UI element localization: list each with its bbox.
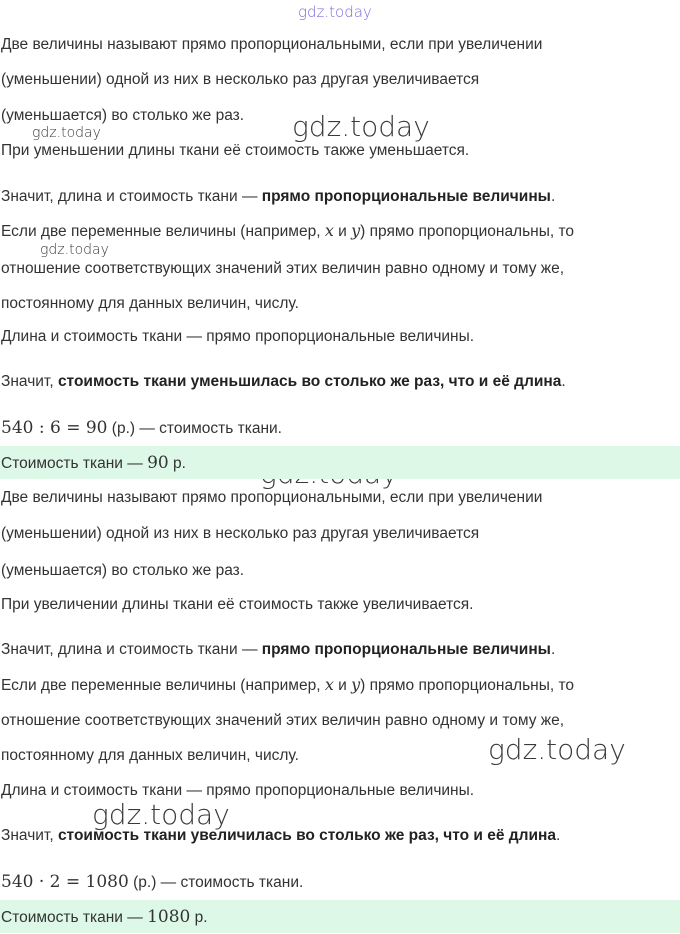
answer-text: Стоимость ткани — 1080 р. [1,907,208,927]
watermark: gdz.today [292,110,430,143]
paragraph-rule: отношение соответствующих значений этих величин равно одному и тому же, [1,712,565,729]
paragraph-conclusion: Значит, стоимость ткани увеличилась во столько же раз, что и её длина. [1,827,561,844]
paragraph-observation: При уменьшении длины ткани её стоимость также уменьшается. [1,142,470,159]
paragraph-rule: Если две переменные величины (например, x и y) прямо пропорциональны, то [1,221,575,240]
paragraph-rule: отношение соответствующих значений этих величин равно одному и тому же, [1,260,565,277]
watermark: gdz.today [92,798,230,831]
paragraph-definition: (уменьшении) одной из них в несколько раз другая увеличивается [1,525,480,542]
paragraph-rule: постоянному для данных величин, числу. [1,295,299,312]
answer-box [0,446,680,479]
watermark: gdz.today [32,125,101,141]
watermark: gdz.today [298,3,372,21]
paragraph-statement: Длина и стоимость ткани — прямо пропорциональные величины. [1,328,475,345]
paragraph-rule: постоянному для данных величин, числу. [1,747,299,764]
paragraph-conclusion: Значит, длина и стоимость ткани — прямо пропорциональные величины. [1,188,556,205]
watermark: gdz.today [40,242,109,258]
paragraph-definition: Две величины называют прямо пропорциональными, если при увеличении [1,489,543,506]
paragraph-definition: (уменьшении) одной из них в несколько раз другая увеличивается [1,71,480,88]
calculation: 540 · 2 = 1080 (р.) — стоимость ткани. [1,872,304,892]
calculation: 540 : 6 = 90 (р.) — стоимость ткани. [1,418,282,438]
paragraph-definition: (уменьшается) во столько же раз. [1,107,245,124]
paragraph-conclusion: Значит, длина и стоимость ткани — прямо пропорциональные величины. [1,641,556,658]
paragraph-conclusion: Значит, стоимость ткани уменьшилась во столько же раз, что и её длина. [1,373,566,390]
paragraph-definition: (уменьшается) во столько же раз. [1,562,245,579]
answer-box [0,900,680,933]
paragraph-observation: При увеличении длины ткани её стоимость также увеличивается. [1,596,474,613]
paragraph-rule: Если две переменные величины (например, x и y) прямо пропорциональны, то [1,675,575,694]
watermark: gdz.today [488,733,626,766]
paragraph-definition: Две величины называют прямо пропорциональными, если при увеличении [1,36,543,53]
answer-text: Стоимость ткани — 90 р. [1,453,186,473]
paragraph-statement: Длина и стоимость ткани — прямо пропорциональные величины. [1,782,475,799]
